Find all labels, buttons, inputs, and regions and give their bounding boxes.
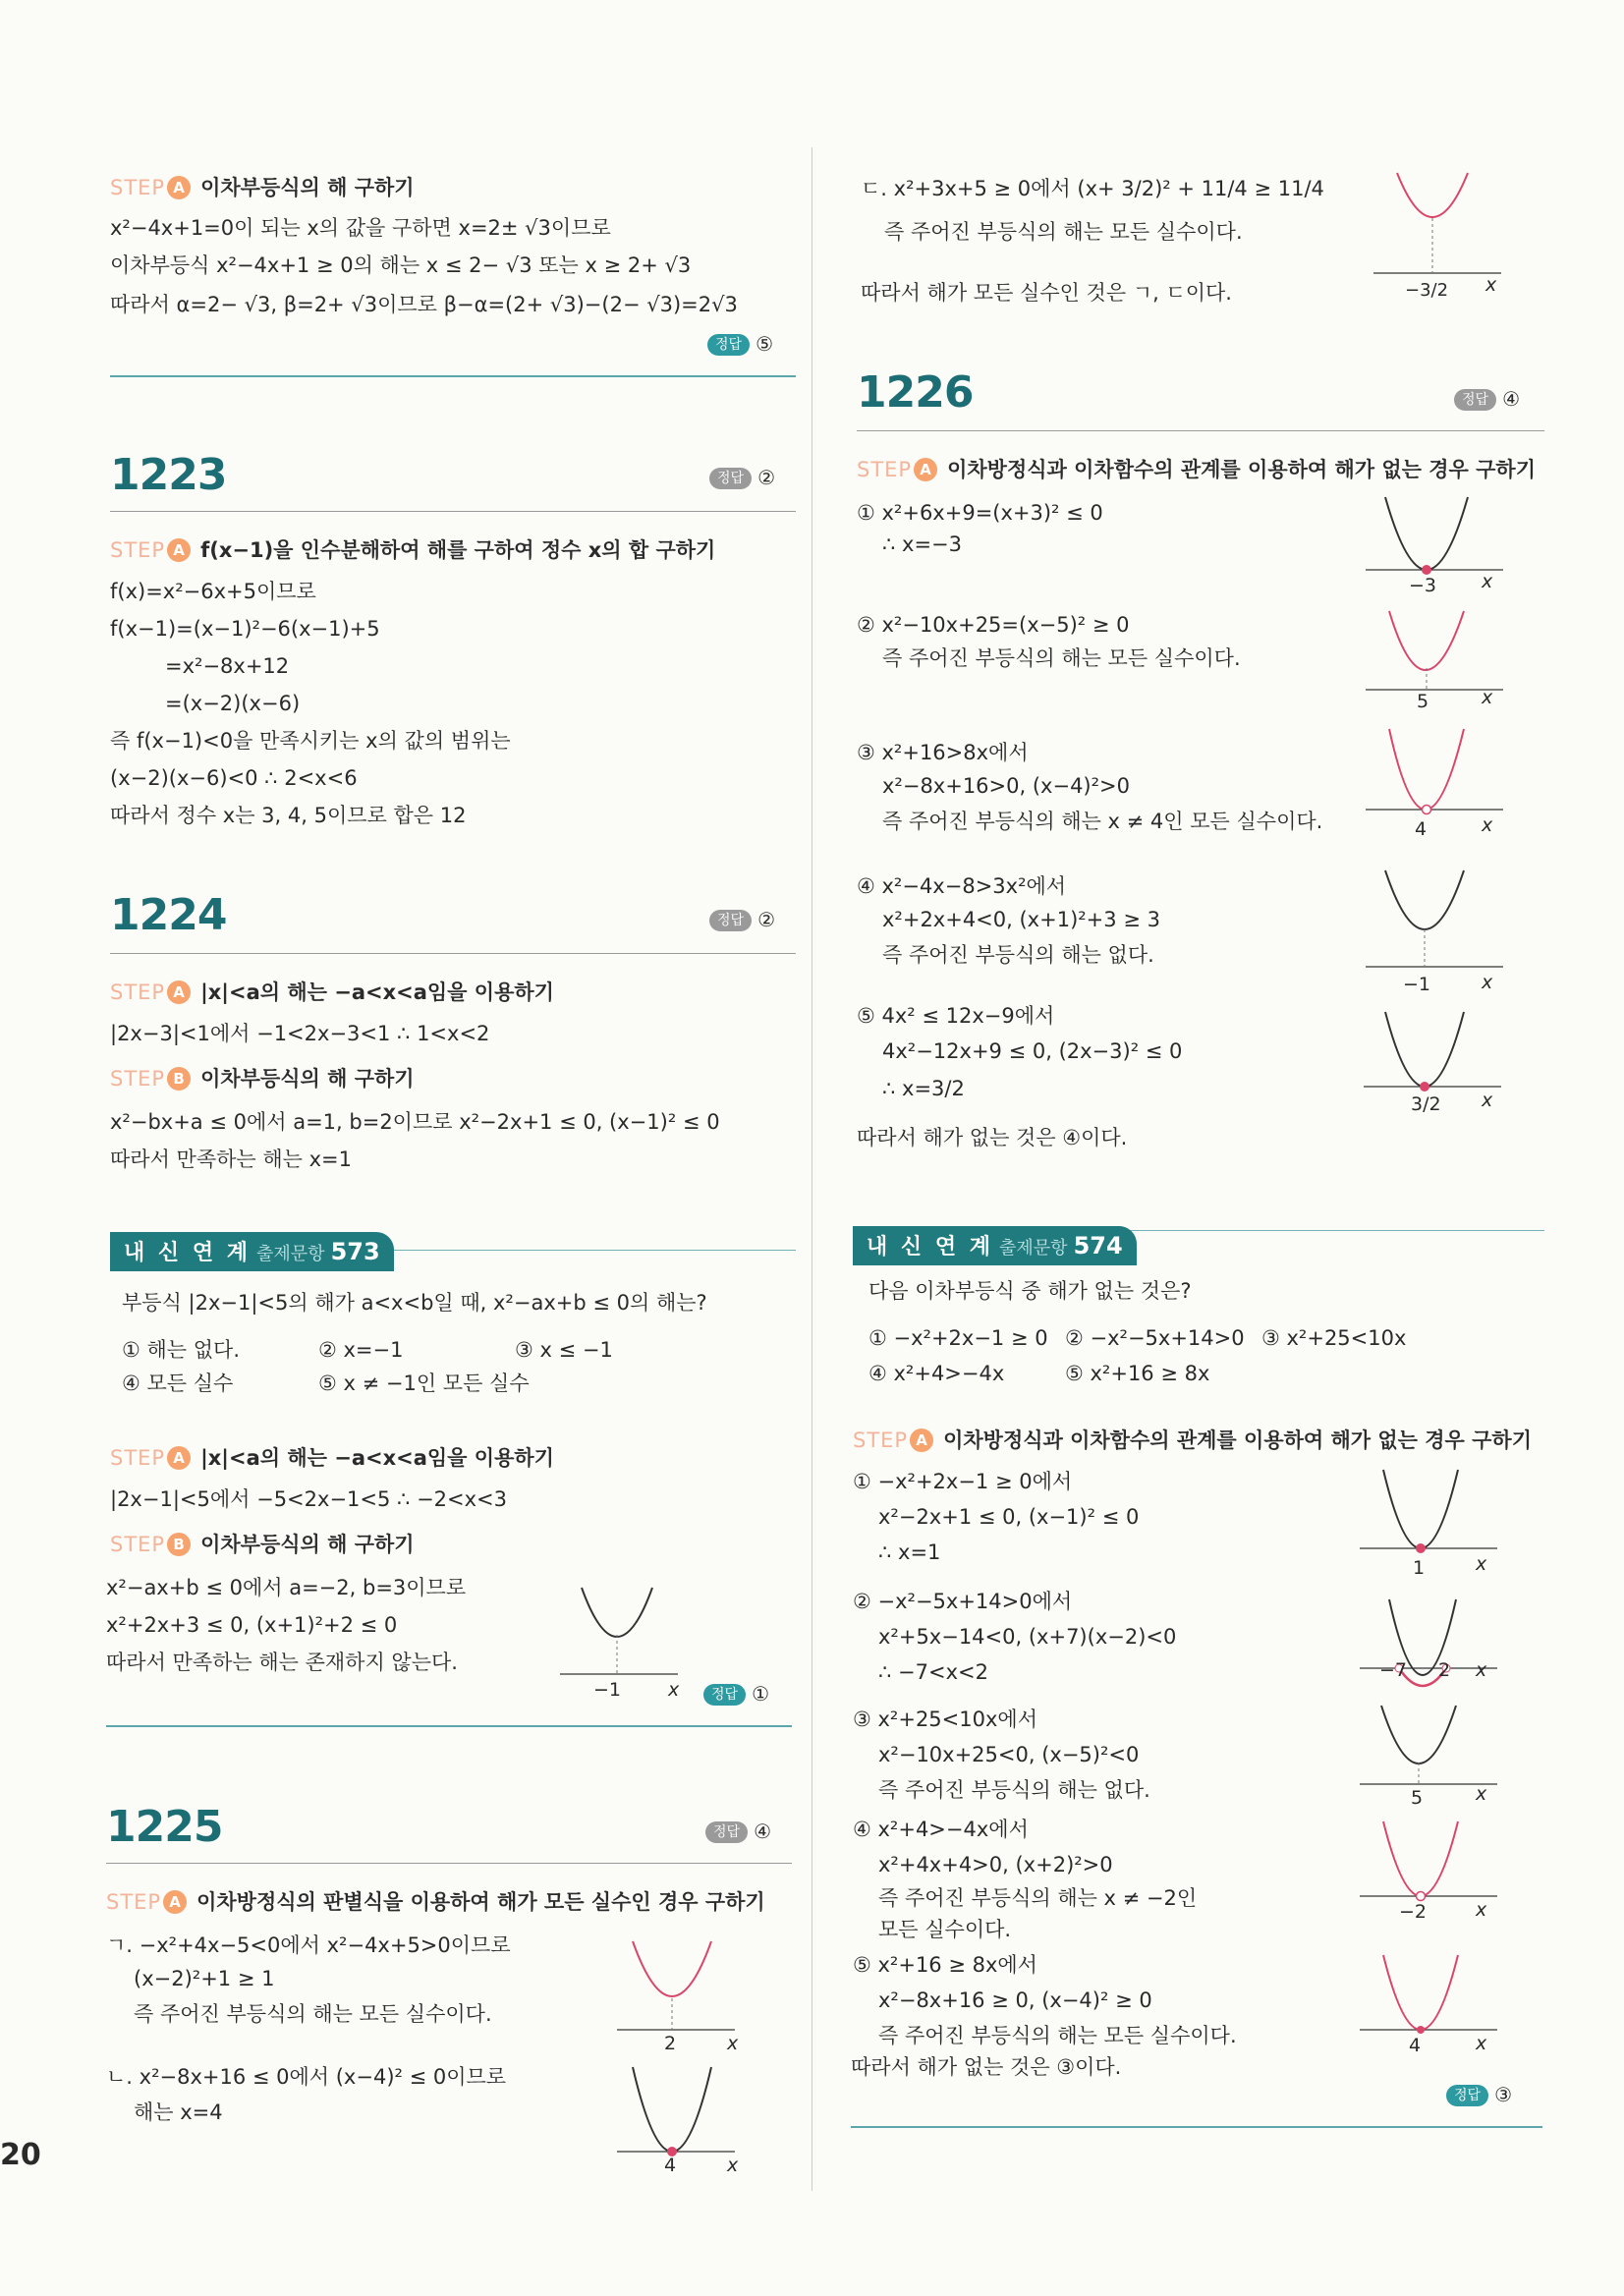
problem-number: 1224 [110, 890, 227, 940]
section-rule [851, 2126, 1542, 2128]
text-line: ③ x²+25<10x에서 [853, 1708, 1037, 1731]
choice: ② x=−1 [318, 1338, 404, 1362]
text-line: =x²−8x+12 [165, 654, 290, 678]
text-line: ① −x²+2x−1 ≥ 0에서 [853, 1470, 1073, 1493]
section-rule [106, 1863, 792, 1864]
text-line: (x−2)²+1 ≥ 1 [134, 1967, 275, 1990]
axis-label: x [1482, 1090, 1493, 1111]
section-rule [110, 953, 796, 954]
answer-badge: 정답 ③ [1446, 2083, 1512, 2106]
text-line: x²−2x+1 ≤ 0, (x−1)² ≤ 0 [878, 1505, 1140, 1529]
choice: ① −x²+2x−1 ≥ 0 [868, 1326, 1048, 1350]
problem-number: 1225 [106, 1802, 223, 1852]
graph-label: 2 [1438, 1659, 1451, 1681]
step-heading: STEP A 이차부등식의 해 구하기 [110, 176, 415, 199]
choice: ④ x²+4>−4x [868, 1362, 1005, 1385]
text-line: 따라서 해가 없는 것은 ④이다. [857, 1126, 1128, 1149]
section-rule [857, 430, 1544, 431]
graph-label: 5 [1417, 691, 1429, 712]
text-line: ⑤ x²+16 ≥ 8x에서 [853, 1953, 1037, 1977]
text-line: 따라서 만족하는 해는 x=1 [110, 1148, 352, 1171]
parabola-graph [1373, 163, 1501, 281]
axis-label: x [1485, 274, 1497, 296]
parabola-graph [1366, 870, 1503, 969]
step-heading: STEP A 이차방정식과 이차함수의 관계를 이용하여 해가 없는 경우 구하기 [853, 1428, 1532, 1452]
text-line: 따라서 α=2− √3, β=2+ √3이므로 β−α=(2+ √3)−(2− √3)=2√3 [110, 293, 738, 316]
axis-label: x [727, 2033, 739, 2054]
choice: ② −x²−5x+14>0 [1065, 1326, 1245, 1350]
text-line: 따라서 해가 없는 것은 ③이다. [851, 2055, 1122, 2079]
text-line: 따라서 만족하는 해는 존재하지 않는다. [106, 1651, 458, 1674]
related-question-banner: 내 신 연 계 출제문항 573 [110, 1232, 394, 1271]
graph-label: 4 [1415, 818, 1428, 840]
axis-label: x [1476, 1553, 1487, 1575]
text-line: x²+2x+4<0, (x+1)²+3 ≥ 3 [882, 908, 1160, 931]
text-line: ④ x²−4x−8>3x²에서 [857, 874, 1067, 898]
step-heading: STEP A |x|<a의 해는 −a<x<a임을 이용하기 [110, 980, 554, 1004]
text-line: ∴ x=1 [878, 1540, 941, 1564]
text-line: x²−8x+16>0, (x−4)²>0 [882, 774, 1130, 798]
text-line: 따라서 정수 x는 3, 4, 5이므로 합은 12 [110, 804, 467, 827]
text-line: 따라서 해가 모든 실수인 것은 ㄱ, ㄷ이다. [861, 281, 1232, 305]
axis-label: x [1476, 1783, 1487, 1805]
answer-badge: 정답 ⑤ [707, 332, 773, 356]
axis-label: x [1476, 1659, 1487, 1681]
graph-label: −1 [593, 1679, 622, 1701]
text-line: x²−bx+a ≤ 0에서 a=1, b=2이므로 x²−2x+1 ≤ 0, (x−1)² ≤ 0 [110, 1110, 720, 1134]
text-line: 즉 주어진 부등식의 해는 없다. [882, 943, 1154, 967]
text-line: x²−10x+25<0, (x−5)²<0 [878, 1743, 1140, 1766]
graph-label: 2 [664, 2033, 677, 2054]
step-heading: STEP B 이차부등식의 해 구하기 [110, 1067, 415, 1091]
step-heading: STEP A 이차방정식과 이차함수의 관계를 이용하여 해가 없는 경우 구하기 [857, 458, 1536, 481]
answer-badge: 정답 ② [709, 908, 775, 931]
text-line: ② −x²−5x+14>0에서 [853, 1590, 1073, 1613]
text-line: |2x−3|<1에서 −1<2x−3<1 ∴ 1<x<2 [110, 1022, 490, 1045]
text-line: 즉 주어진 부등식의 해는 없다. [878, 1778, 1150, 1802]
text-line: ∴ −7<x<2 [878, 1660, 988, 1684]
text-line: 즉 주어진 부등식의 해는 모든 실수이다. [882, 646, 1241, 670]
step-heading: STEP B 이차부등식의 해 구하기 [110, 1533, 415, 1556]
axis-label: x [1482, 972, 1493, 993]
step-heading: STEP A |x|<a의 해는 −a<x<a임을 이용하기 [110, 1446, 554, 1470]
axis-label: x [727, 2155, 739, 2176]
question-text: 다음 이차부등식 중 해가 없는 것은? [868, 1279, 1192, 1303]
text-line: ④ x²+4>−4x에서 [853, 1818, 1029, 1841]
text-line: ③ x²+16>8x에서 [857, 741, 1029, 764]
graph-label: 5 [1411, 1787, 1424, 1809]
text-line: 즉 f(x−1)<0을 만족시키는 x의 값의 범위는 [110, 729, 511, 753]
text-line: ∴ x=−3 [882, 532, 963, 556]
section-rule [106, 1725, 792, 1727]
choice: ⑤ x²+16 ≥ 8x [1065, 1362, 1210, 1385]
text-line: x²−ax+b ≤ 0에서 a=−2, b=3이므로 [106, 1576, 467, 1599]
graph-label: −3 [1409, 575, 1437, 596]
text-line: 즉 주어진 부등식의 해는 x ≠ −2인 [878, 1886, 1198, 1910]
text-line: ② x²−10x+25=(x−5)² ≥ 0 [857, 613, 1130, 637]
graph-label: 4 [1409, 2035, 1422, 2056]
section-rule [110, 375, 796, 377]
answer-badge: 정답 ④ [705, 1820, 771, 1843]
axis-label: x [1482, 814, 1493, 836]
step-heading: STEP A f(x−1)을 인수분해하여 해를 구하여 정수 x의 합 구하기 [110, 538, 716, 562]
text-line: 즉 주어진 부등식의 해는 모든 실수이다. [134, 2002, 492, 2026]
graph-label: 4 [664, 2155, 677, 2176]
step-heading: STEP A 이차방정식의 판별식을 이용하여 해가 모든 실수인 경우 구하기 [106, 1890, 765, 1914]
text-line: 이차부등식 x²−4x+1 ≥ 0의 해는 x ≤ 2− √3 또는 x ≥ 2+ √3 [110, 253, 692, 277]
parabola-graph [1364, 1012, 1501, 1100]
text-line: 모든 실수이다. [878, 1918, 1012, 1941]
text-line: |2x−1|<5에서 −5<2x−1<5 ∴ −2<x<3 [110, 1487, 508, 1511]
axis-label: x [1482, 687, 1493, 708]
graph-label: −3/2 [1405, 280, 1449, 301]
text-line: ∴ x=3/2 [882, 1077, 965, 1100]
answer-badge: 정답 ④ [1454, 387, 1520, 411]
graph-label: −7 [1379, 1659, 1408, 1681]
question-text: 부등식 |2x−1|<5의 해가 a<x<b일 때, x²−ax+b ≤ 0의 해는? [122, 1291, 707, 1315]
axis-label: x [1476, 2033, 1487, 2054]
text-line: ㄱ. −x²+4x−5<0에서 x²−4x+5>0이므로 [106, 1933, 511, 1957]
text-line: x²+2x+3 ≤ 0, (x+1)²+2 ≤ 0 [106, 1613, 398, 1637]
choice: ① 해는 없다. [122, 1338, 240, 1362]
problem-number: 1226 [857, 367, 974, 418]
section-rule [110, 511, 796, 512]
graph-label: −1 [1403, 974, 1431, 995]
text-line: 즉 주어진 부등식의 해는 x ≠ 4인 모든 실수이다. [882, 810, 1323, 833]
text-line: 즉 주어진 부등식의 해는 모든 실수이다. [878, 2024, 1237, 2047]
problem-number: 1223 [110, 450, 227, 500]
axis-label: x [1476, 1899, 1487, 1921]
text-line: x²−4x+1=0이 되는 x의 값을 구하면 x=2± √3이므로 [110, 216, 611, 240]
text-line: ㄷ. x²+3x+5 ≥ 0에서 (x+ 3/2)² + 11/4 ≥ 11/4 [861, 177, 1324, 200]
axis-label: x [668, 1679, 680, 1701]
choice: ③ x²+25<10x [1261, 1326, 1407, 1350]
text-line: ① x²+6x+9=(x+3)² ≤ 0 [857, 501, 1103, 525]
parabola-graph [1366, 729, 1503, 817]
text-line: =(x−2)(x−6) [165, 692, 301, 715]
answer-badge: 정답 ② [709, 466, 775, 489]
page-number: 20 [0, 2138, 41, 2172]
text-line: f(x−1)=(x−1)²−6(x−1)+5 [110, 617, 380, 641]
text-line: 해는 x=4 [134, 2100, 223, 2124]
text-line: 4x²−12x+9 ≤ 0, (2x−3)² ≤ 0 [882, 1039, 1183, 1063]
choice: ③ x ≤ −1 [515, 1338, 613, 1362]
text-line: (x−2)(x−6)<0 ∴ 2<x<6 [110, 766, 358, 790]
graph-label: −2 [1399, 1901, 1428, 1923]
choice: ④ 모든 실수 [122, 1372, 234, 1395]
parabola-graph [1360, 1470, 1497, 1558]
text-line: ⑤ 4x² ≤ 12x−9에서 [857, 1004, 1055, 1028]
text-line: x²+4x+4>0, (x+2)²>0 [878, 1853, 1113, 1876]
related-question-banner: 내 신 연 계 출제문항 574 [853, 1226, 1137, 1265]
answer-badge: 정답 ① [703, 1682, 769, 1706]
text-line: f(x)=x²−6x+5이므로 [110, 580, 316, 603]
text-line: 즉 주어진 부등식의 해는 모든 실수이다. [884, 220, 1243, 244]
text-line: ㄴ. x²−8x+16 ≤ 0에서 (x−4)² ≤ 0이므로 [106, 2065, 507, 2089]
text-line: x²+5x−14<0, (x+7)(x−2)<0 [878, 1625, 1177, 1649]
choice: ⑤ x ≠ −1인 모든 실수 [318, 1372, 530, 1395]
graph-label: 1 [1413, 1557, 1426, 1579]
text-line: x²−8x+16 ≥ 0, (x−4)² ≥ 0 [878, 1988, 1152, 2012]
graph-label: 3/2 [1411, 1093, 1441, 1115]
axis-label: x [1482, 571, 1493, 592]
